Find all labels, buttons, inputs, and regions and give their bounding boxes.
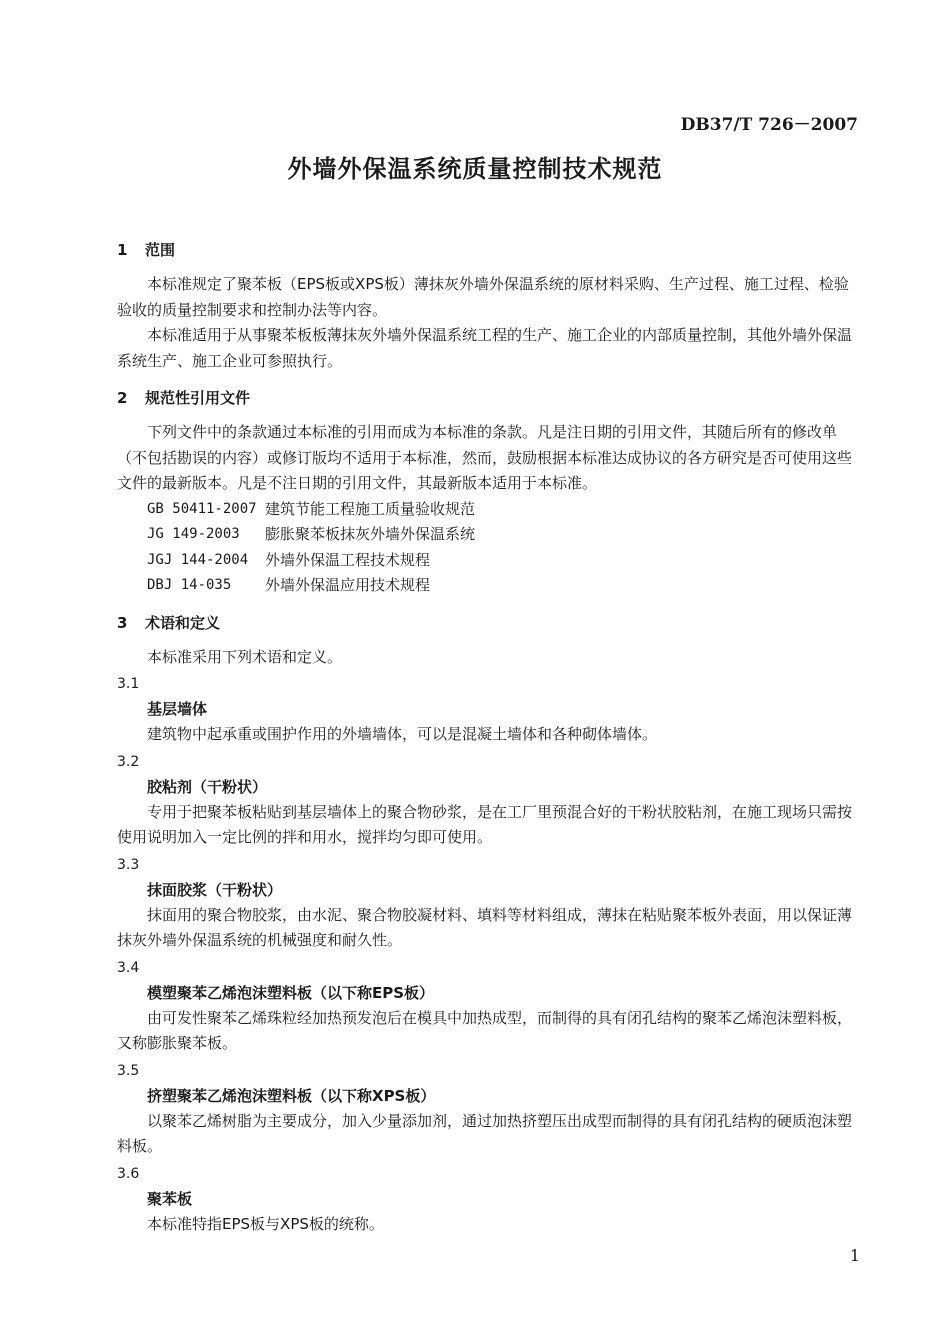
section-title: 术语和定义 (145, 613, 221, 632)
reference-name: 外墙外保温工程技术规程 (265, 550, 431, 569)
term-name: 抹面胶浆（干粉状） (147, 880, 283, 899)
term-number: 3.4 (117, 959, 140, 976)
term-name: 胶粘剂（干粉状） (147, 777, 268, 796)
term-definition: 本标准特指EPS板与XPS板的统称。 (147, 1214, 384, 1233)
reference-name: 外墙外保温应用技术规程 (265, 576, 431, 594)
term-name: 模塑聚苯乙烯泡沫塑料板（以下称EPS板） (147, 983, 435, 1002)
reference-item (147, 522, 853, 548)
paragraph: 本标准适用于从事聚苯板板薄抹灰外墙外保温系统工程的生产、施工企业的内部质量控制，其他外墙外保温系统生产、施工企业可参照执行。 (117, 326, 853, 370)
reference-name: 建筑节能工程施工质量验收规范 (265, 499, 476, 518)
reference-name: 膨胀聚苯板抹灰外墙外保温系统 (265, 525, 476, 543)
section-heading-terms (117, 609, 853, 637)
term-definition: 专用于把聚苯板粘贴到基层墙体上的聚合物砂浆，是在工厂里预混合好的干粉状胶粘剂，在施工现场只需按使用说明加入一定比例的拌和用水，搅拌均匀即可使用。 (117, 802, 853, 846)
page-number: 1 (849, 1246, 860, 1265)
section-title: 规范性引用文件 (145, 389, 251, 407)
term-name: 聚苯板 (147, 1189, 193, 1208)
reference-item (147, 573, 853, 599)
document-code: DB37/T 726－2007 (680, 115, 858, 135)
term-definition: 抹面用的聚合物胶浆，由水泥、聚合物胶凝材料、填料等材料组成，薄抹在粘贴聚苯板外表面，用以保证薄抹灰外墙外保温系统的机械强度和耐久性。 (117, 905, 853, 949)
term-number: 3.3 (117, 856, 140, 873)
term-number: 3.6 (117, 1165, 140, 1182)
section-title: 范围 (145, 241, 176, 259)
term-definition: 以聚苯乙烯树脂为主要成分，加入少量添加剂，通过加热挤塑压出成型而制得的具有闭孔结构的硬质泡沫塑料板。 (117, 1111, 853, 1155)
reference-code: DBJ 14-035 (147, 577, 232, 593)
term-number: 3.1 (117, 676, 140, 692)
paragraph: 本标准规定了聚苯板（EPS板或XPS板）薄抹灰外墙外保温系统的原材料采购、生产过程、施工过程、检验验收的质量控制要求和控制办法等内容。 (117, 275, 849, 319)
reference-code: JGJ 144-2004 (147, 551, 249, 568)
reference-code: GB 50411-2007 (147, 500, 257, 517)
term-name: 基层墙体 (147, 700, 208, 718)
term-definition: 由可发性聚苯乙烯珠粒经加热预发泡后在模具中加热成型，而制得的具有闭孔结构的聚苯乙烯泡沫塑料板，又称膨胀聚苯板。 (117, 1008, 853, 1052)
term-definition: 建筑物中起承重或围护作用的外墙墙体，可以是混凝土墙体和各种砌体墙体。 (147, 725, 658, 743)
section-number: 3 (117, 613, 128, 632)
document-body (117, 236, 853, 1237)
term-number: 3.2 (117, 753, 140, 770)
paragraph: 本标准采用下列术语和定义。 (147, 647, 343, 666)
section-heading-normative-references (117, 384, 853, 412)
section-number: 1 (117, 241, 128, 259)
term-number: 3.5 (117, 1062, 140, 1079)
document-title: 外墙外保温系统质量控制技术规范 (287, 155, 663, 183)
section-number: 2 (117, 389, 128, 407)
reference-item (147, 548, 853, 574)
section-heading-scope (117, 236, 853, 264)
reference-list (147, 497, 853, 599)
term-name: 挤塑聚苯乙烯泡沫塑料板（以下称XPS板） (147, 1086, 436, 1105)
reference-item (147, 497, 853, 523)
reference-code: JG 149-2003 (147, 526, 240, 542)
paragraph: 下列文件中的条款通过本标准的引用而成为本标准的条款。凡是注日期的引用文件，其随后所有的修改单（不包括勘误的内容）或修订版均不适用于本标准，然而，鼓励根据本标准达成协议的各方研究是否可使用这些文件的最新版本。凡是不注日期的引用文件，其最新版本适用于本标准。 (117, 423, 853, 492)
